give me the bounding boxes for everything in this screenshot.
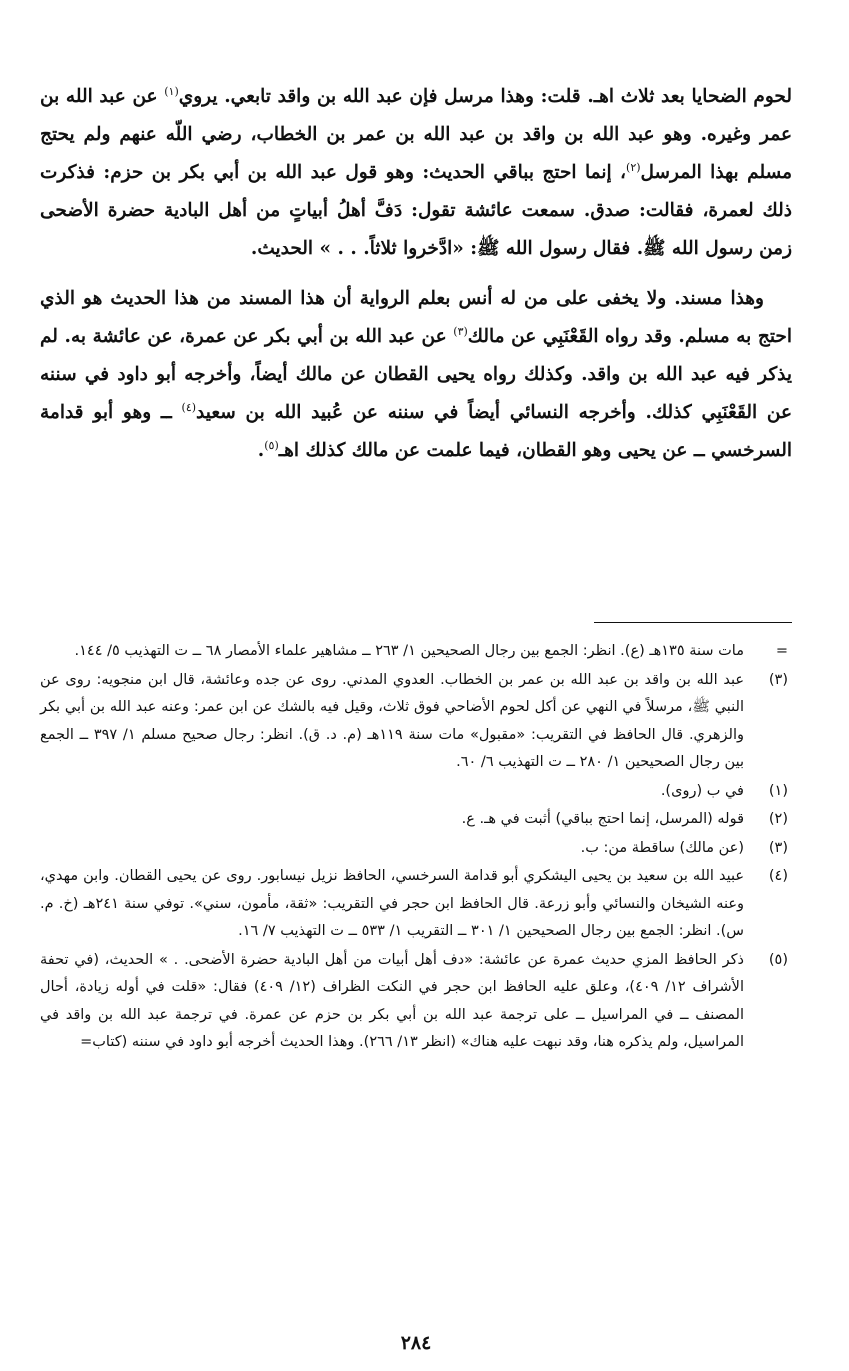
footnote-ref-3[interactable]: (٣) [453,324,468,338]
footnote-text: عبد الله بن واقد بن عبد الله بن عمر بن الخطاب. العدوي المدني. روى عن جده وعائشة، قال ابن منجويه: روى عن النبي ﷺ، مرسلاً في النهي عن أكل لحوم الأضاحي فوق ثلاث، وقيل فيه بالشك عن ابن عمر: وعنه عبد الله بن أبي بكر والزهري. قال الحافظ في التقريب: «مقبول» مات سنة ١١٩هـ (م. د. ق). انظر: رجال صحيح مسلم ١/ ٣٩٧ ــ الجمع بين رجال الصحيحين ١/ ٢٨٠ ــ ت التهذيب ٦/ ٦٠. [40,671,745,770]
paragraph-2-part-a: وهذا مسند. ولا يخفى على من له أنس بعلم الرواية أن هذا المسند من هذا الحديث هو الذي احتج به مسلم. وقد رواه القَعْنَبِي عن مالك [40,288,793,347]
footnote-ref-5[interactable]: (٥) [264,438,279,452]
paragraph-1-part-c: ، إنما احتج بباقي الحديث: وهو قول عبد الله بن أبي بكر بن حزم: فذكرت ذلك لعمرة، فقالت: صدق. سمعت عائشة تقول: دَفَّ أهلُ أبياتٍ من أهل البادية حضرة الأضحى زمن رسول الله ﷺ. فقال رسول الله ﷺ: «ادَّخروا ثلاثاً. . . » الحديث. [40,162,792,259]
footnote-text: ذكر الحافظ المزي حديث عمرة عن عائشة: «دف أهل أبيات من أهل البادية حضرة الأضحى. . » الحديث، (في تحفة الأشراف ١٢/ ٤٠٩)، وعلق عليه الحافظ ابن حجر في النكت الظراف (١٢/ ٤٠٩) فقال: «قلت في أوله زيادة، أحال المصنف ــ في المراسيل ــ على ترجمة عبد الله بن أبي بكر بن حزم عن عمرة. في ترجمة عبد الله بن واقد في المراسيل، ولم يذكره هنا، وقد نبهت عليه هناك» (انظر ١٣/ ٢٦٦). وهذا الحديث أخرجه أبو داود في سننه (كتاب= [40,951,744,1050]
footnote-ref-2[interactable]: (٢) [626,160,641,174]
footnote-ref-4[interactable]: (٤) [181,400,197,414]
footnote-text: في ب (روى). [660,782,744,799]
footnote-number: = [775,643,788,659]
footnote-number: (٣) [768,839,788,856]
paragraph-2-part-b: عن عبد الله بن أبي بكر عن عمرة، عن عائشة به. لم يذكر فيه عبد الله بن واقد. وكذلك رواه يحيى القطان عن مالك أيضاً، وأخرجه أبو داود في سننه عن القَعْنَبِي كذلك. وأخرجه النسائي أيضاً في سننه عن عُبيد الله بن سعيد [40,326,792,423]
footnote-continued [40,638,792,666]
paragraph-1-part-b: عن عبد الله بن عمر وغيره. وهو عبد الله بن واقد بن عبد الله بن عمر بن الخطاب، رضي اللّه عنهم ولم يحتج مسلم بهذا المرسل [40,86,793,183]
footnote-4 [40,863,792,946]
footnote-text: مات سنة ١٣٥هـ (ع). انظر: الجمع بين رجال الصحيحين ١/ ٢٦٣ ــ مشاهير علماء الأمصار ٦٨ ــ ت التهذيب ٥/ ١٤٤. [74,643,744,659]
footnote-ref-1[interactable]: (١) [164,84,179,98]
footnote-3-previous [40,667,792,777]
footnote-number: (٤) [768,868,788,884]
footnote-1 [40,778,792,806]
paragraph-2 [40,280,792,470]
footnote-3 [40,835,792,863]
paragraph-2-part-d: . [257,440,265,461]
footnote-text: عبيد الله بن سعيد بن يحيى اليشكري أبو قدامة السرخسي، الحافظ نزيل نيسابور. روى عن يحيى القطان. وابن مهدي، وعنه الشيخان والنسائي وأبو زرعة. قال الحافظ ابن حجر في التقريب: «ثقة، مأمون، سني». توفي سنة ٢٤١هـ (خ. م. س). انظر: الجمع بين رجال الصحيحين ١/ ٣٠١ ــ التقريب ١/ ٥٣٣ ــ ت التهذيب ٧/ ١٦. [40,868,744,939]
paragraph-1 [40,78,792,268]
document-page [40,78,792,1358]
footnote-5 [40,947,792,1057]
main-text [40,78,792,470]
footnote-number: (١) [768,782,788,799]
footnote-separator [594,622,792,623]
page-number: ٢٨٤ [400,1332,432,1354]
footnote-number: (٥) [768,951,788,968]
footnote-number: (٣) [768,671,788,688]
footnote-text: قوله (المرسل، إنما احتج بباقي) أثبت في هـ. ع. [461,811,744,827]
paragraph-2-part-c: ــ وهو أبو قدامة السرخسي ــ عن يحيى وهو القطان، فيما علمت عن مالك كذلك اهـ [40,402,792,461]
footnotes [40,638,792,1058]
footnote-text: (عن مالك) ساقطة من: ب. [580,839,744,856]
paragraph-1-part-a: لحوم الضحايا بعد ثلاث اهـ. قلت: وهذا مرسل فإن عبد الله بن واقد تابعي. يروي [178,86,792,107]
footnote-number: (٢) [768,811,788,827]
footnote-2 [40,806,792,834]
